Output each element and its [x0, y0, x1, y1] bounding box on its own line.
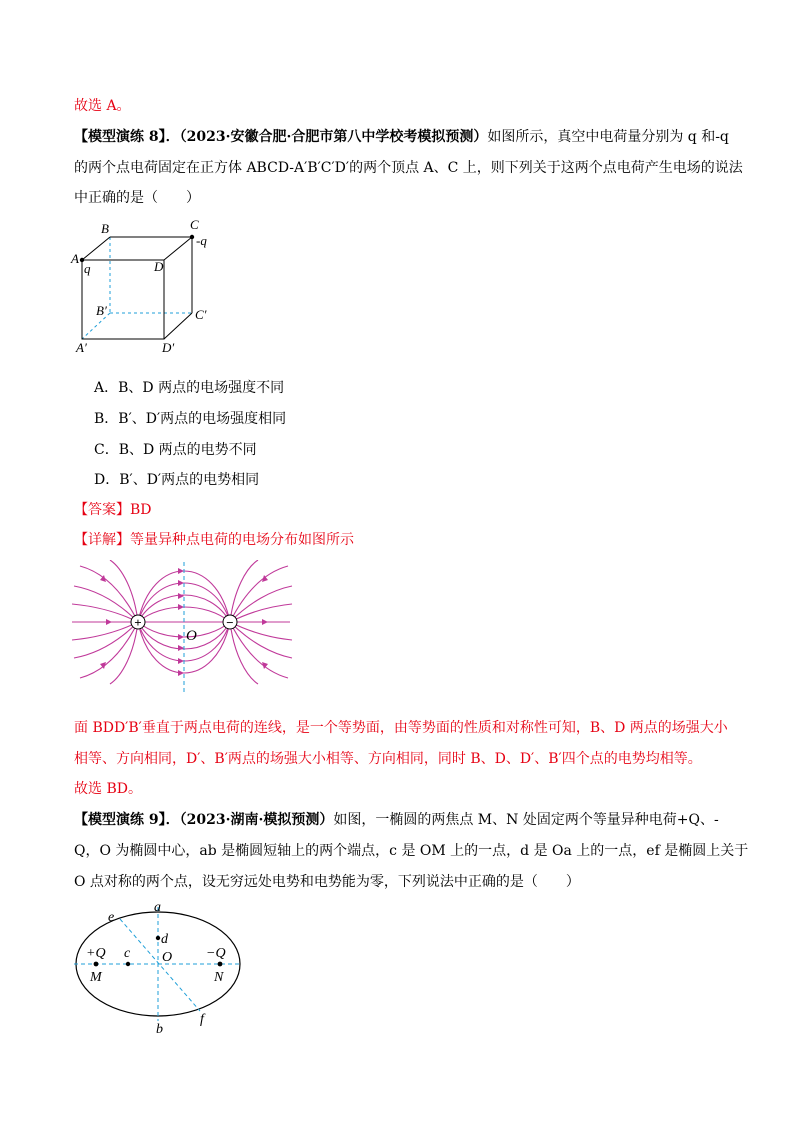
- label-M: M: [90, 970, 102, 985]
- label-O-field: O: [186, 628, 197, 644]
- previous-conclusion: 故选 A。: [74, 98, 131, 114]
- label-minus-Q: −Q: [206, 946, 226, 961]
- question-8-line2: 的两个点电荷固定在正方体 ABCD-A′B′C′D′的两个顶点 A、C 上，则下列关于这两个点电荷产生电场的说法: [74, 160, 743, 176]
- question-8-line1: [74, 127, 729, 147]
- ellipse-figure: [70, 895, 250, 1035]
- label-d: d: [161, 932, 168, 947]
- question-9-header: 【模型演练 9】．（2023·湖南·模拟预测）: [74, 812, 334, 828]
- option-A: A．B、D 两点的电场强度不同: [94, 380, 285, 396]
- charge-minus-q-point: [190, 235, 194, 239]
- explanation-line1: 面 BDD′B′垂直于两点电荷的连线，是一个等势面，由等势面的性质和对称性可知，B、D 两点的场强大小: [74, 720, 728, 736]
- label-A: A: [71, 251, 79, 266]
- label-D: D: [154, 259, 164, 274]
- detail-header: 【详解】等量异种点电荷的电场分布如图所示: [74, 532, 354, 548]
- answer: 【答案】BD: [74, 502, 152, 518]
- question-8-line3: 中正确的是（ ）: [74, 190, 200, 206]
- label-c: c: [124, 946, 131, 961]
- question-8-stem-part1: 如图所示，真空中电荷量分别为 q 和-q: [487, 129, 729, 145]
- cube-visible-edges: [82, 237, 192, 339]
- option-D: D．B′、D′两点的电势相同: [94, 472, 260, 488]
- label-e: e: [108, 910, 115, 925]
- negative-charge-sign: −: [226, 615, 234, 630]
- question-9-line3: O 点对称的两个点，设无穷远处电势和电势能为零，下列说法中正确的是（ ）: [74, 874, 580, 890]
- label-C-prime: C′: [195, 307, 207, 322]
- point-c: [126, 962, 130, 966]
- ellipse-dashed-lines: [74, 907, 242, 1021]
- label-f: f: [200, 1012, 204, 1027]
- question-9-line1: [74, 810, 719, 830]
- label-B-prime: B′: [96, 303, 107, 318]
- label-plus-Q: +Q: [86, 946, 106, 961]
- point-N: [218, 962, 223, 967]
- question-9-stem-part1: 如图，一椭圆的两焦点 M、N 处固定两个等量异种电荷+Q、-: [333, 812, 719, 828]
- label-O: O: [162, 950, 173, 965]
- label-B: B: [101, 221, 109, 236]
- label-A-prime: A′: [76, 340, 87, 355]
- cube-figure: [70, 215, 220, 355]
- question-9-line2: Q，O 为椭圆中心，ab 是椭圆短轴上的两个端点，c 是 OM 上的一点，d 是 Oa 上的一点，ef 是椭圆上关于: [74, 843, 749, 859]
- point-d: [156, 936, 160, 940]
- label-minus-q: -q: [196, 233, 207, 248]
- question-8-header: 【模型演练 8】．（2023·安徽合肥·合肥市第八中学校考模拟预测）: [74, 129, 488, 145]
- cube-hidden-edges: [82, 237, 192, 339]
- label-q: q: [84, 261, 91, 276]
- label-C: C: [190, 217, 199, 232]
- label-N: N: [214, 970, 224, 985]
- point-M: [94, 962, 99, 967]
- option-B: B．B′、D′两点的电场强度相同: [94, 411, 287, 427]
- positive-charge-sign: +: [134, 615, 142, 630]
- label-b: b: [156, 1022, 163, 1035]
- field-lines-figure: [72, 560, 294, 696]
- label-D-prime: D′: [162, 340, 175, 355]
- explanation-line2: 相等、方向相同，D′、B′两点的场强大小相等、方向相同，同时 B、D、D′、B′四个点的电势均相等。: [74, 751, 702, 767]
- conclusion-q8: 故选 BD。: [74, 781, 142, 797]
- option-C: C．B、D 两点的电势不同: [94, 442, 257, 458]
- label-a: a: [154, 900, 161, 915]
